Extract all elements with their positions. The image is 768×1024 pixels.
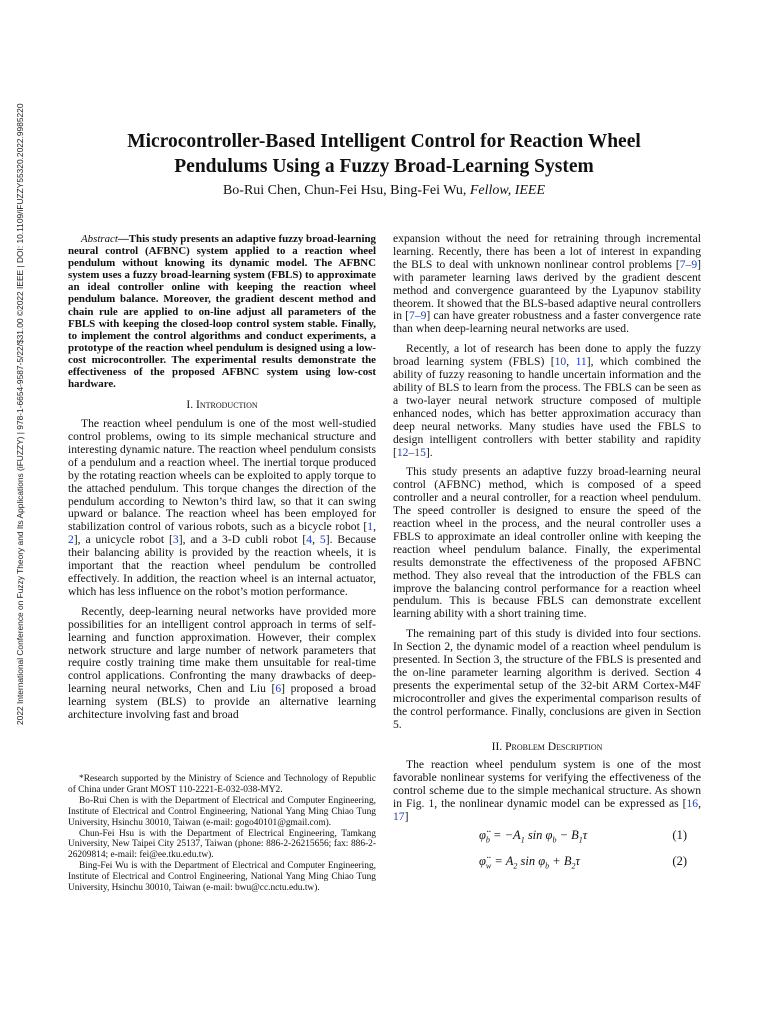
conference-sidebar: 2022 International Conference on Fuzzy Theory and Its Applications (iFUZZY) | 978-1-6654-9587-5/22/$31.00 ©2022 IEEE | DOI: 10.1109/iFUZZY55320.2022.9985220 bbox=[15, 103, 25, 725]
author-line bbox=[80, 183, 688, 199]
left-column bbox=[68, 233, 376, 722]
intro-paragraph-2-continued: expansion without the need for retraining through incremental learning. Recently, there has been a lot of interest in expanding the BLS to deal with unknown nonlinear control problems [7–9] with parameter learning laws derived by the gradient descent method and convergence guaranteed by the Lyapunov stability theorem. It showed that the BLS-based adaptive neural controllers in [7–9] can have greater robustness and a faster convergence rate than when deep-learning neural networks are used. bbox=[393, 232, 702, 336]
paper-title: Microcontroller-Based Intelligent Control for Reaction Wheel Pendulums Using a Fuzzy Broad-Learning System bbox=[127, 131, 641, 177]
citation-link[interactable]: 1 bbox=[367, 520, 374, 534]
section-title: Introduction bbox=[196, 398, 258, 412]
author-names: Bo-Rui Chen, Chun-Fei Hsu, Bing-Fei Wu, bbox=[222, 183, 467, 198]
author-fellow: Fellow, IEEE bbox=[469, 183, 546, 198]
citation-link[interactable]: 12–15 bbox=[396, 445, 426, 459]
intro-paragraph-5: The remaining part of this study is divided into four sections. In Section 2, the dynamic model of a reaction wheel pendulum is presented. In Section 3, the structure of the FBLS is presented and the on-line parameter learning algorithm is derived. Section 4 presents the experimental setup of the 32-bit ARM Cortex-M4F microcontroller and gives the experimental comparison results of the control performance. Finally, conclusions are given in Section 5. bbox=[393, 627, 701, 731]
citation-link[interactable]: 3 bbox=[172, 533, 179, 547]
equation-number: (1) bbox=[672, 827, 687, 842]
equation-number: (2) bbox=[672, 853, 687, 868]
citation-link[interactable]: 7–9 bbox=[679, 257, 698, 271]
right-column bbox=[393, 233, 701, 878]
intro-paragraph-2: Recently, deep-learning neural networks have provided more possibilities for an intelligent control approach in terms of self-learning and function approximation. However, their complex network structure and large number of network parameters that require costly training time make them unsuitable for real-time control applications. Confronting the many drawbacks of deep-learning neural networks, Chen and Liu [6] proposed a broad learning system (BLS) to provide an alternative learning architecture involving fast and broad bbox=[68, 604, 376, 722]
citation-link[interactable]: 11 bbox=[575, 355, 587, 369]
citation-link[interactable]: 2 bbox=[68, 533, 74, 547]
section-heading-problem-description bbox=[393, 741, 701, 754]
section-number: II. bbox=[491, 739, 503, 753]
citation-link[interactable]: 16 bbox=[686, 797, 699, 811]
footnote: Chun-Fei Hsu is with the Department of Electrical Engineering, Tamkang University, New Taipei City 25137, Taiwan (phone: 886-2-26215656; fax: 886-2-26209814; e-mail: fei@ee.tku.edu.tw). bbox=[68, 828, 376, 861]
citation-link[interactable]: 17 bbox=[393, 810, 405, 824]
equation-2-body: $\varphï_w = A_2$ $\sin \varphi_b + B_2\tau$ bbox=[479, 853, 580, 871]
abstract-label: Abstract bbox=[81, 233, 118, 245]
section-title: Problem Description bbox=[505, 739, 603, 753]
section-number: I. bbox=[186, 398, 194, 412]
problem-paragraph-1: The reaction wheel pendulum system is one of the most favorable nonlinear systems for verifying the effectiveness of the control scheme due to the simple mechanical structure. As shown in Fig. 1, the nonlinear dynamic model can be expressed as [16, 17] bbox=[393, 758, 701, 824]
intro-paragraph-1: The reaction wheel pendulum is one of the most well-studied control problems, owing to its simple mechanical structure and interesting dynamic nature. The reaction wheel pendulum consists of a pendulum and a reaction wheel. The inertial torque produced by the rotating reaction wheels can be exploited to apply torque to the attached pendulum. This torque changes the direction of the pendulum according to Newton’s third law, so that it can swing upward or balance. The reaction wheel has been employed for stabilization control of various robots, such as a bicycle robot [1, 2], a unicycle robot [3], and a 3-D cubli robot [4, 5]. Because their balancing ability is provided by the reaction wheels, it is important that the reaction wheel pendulum be controlled effectively. In addition, the reaction wheel is an internal actuator, which has less influence on the robot’s motion performance. bbox=[68, 417, 376, 598]
citation-link[interactable]: 5 bbox=[319, 533, 326, 547]
footnote: Bing-Fei Wu is with the Department of Electrical and Computer Engineering, Institute of Electrical and Control Engineering, National Yang Ming Chiao Tung University, Hsinchu 30010, Taiwan (e-mail: bwu@cc.nctu.edu.tw). bbox=[68, 861, 376, 894]
footnotes bbox=[68, 774, 376, 894]
intro-paragraph-4: This study presents an adaptive fuzzy broad-learning neural control (AFBNC) method, which is composed of a speed controller and a neural controller, for a reaction wheel pendulum. The speed controller is designed to ensure the speed of the reaction wheel in the process, and the neural controller uses a FBLS to approximate an ideal controller online with keeping the reaction wheel pendulum balance. Finally, the experimental results demonstrate the effectiveness of the proposed AFBNC method. They also reveal that the introduction of the FBLS can improve the balancing control performance for a reaction wheel pendulum. This is because FBLS can demonstrate excellent learning ability with a short training time. bbox=[393, 465, 701, 621]
equation-2 bbox=[393, 852, 701, 878]
footnote: Bo-Rui Chen is with the Department of Electrical and Computer Engineering, Institute of Electrical and Control Engineering, National Yang Ming Chiao Tung University, Hsinchu 30010, Taiwan (e-mail: gogo40101@gmail.com). bbox=[68, 795, 376, 828]
citation-link[interactable]: 10 bbox=[554, 355, 567, 369]
citation-link[interactable]: 4 bbox=[306, 533, 313, 547]
abstract-text: —This study presents an adaptive fuzzy broad-learning neural control (AFBNC) system applied to a reaction wheel pendulum without knowing its dynamic model. The AFBNC system uses a fuzzy broad-learning system (FBLS) to approximate an ideal controller online with keeping the reaction wheel pendulum balance. Moreover, the gradient descent method and chain rule are applied to on-line adjust all parameters of the FBLS with keeping the closed-loop control system stable. Finally, to implement the control algorithms and conduct experiments, a prototype of the reaction wheel pendulum is designed using a low-cost microcontroller. The experimental results demonstrate the effectiveness of the proposed AFBNC system using low-cost hardware. bbox=[68, 233, 376, 391]
section-heading-introduction bbox=[68, 399, 376, 412]
equation-1-body: $\varphï_b = -A_1$ $\sin \varphi_b - B_1\tau$ bbox=[479, 827, 588, 845]
abstract bbox=[68, 233, 376, 390]
citation-link[interactable]: 6 bbox=[275, 682, 282, 696]
intro-paragraph-3: Recently, a lot of research has been done to apply the fuzzy broad learning system (FBLS) [10, 11], which combined the ability of fuzzy reasoning to handle uncertain information and the ability of BLS to learn from the process. The FBLS can be seen as a two-layer neural network structure composed of multiple enhanced nodes, which has better approximation accuracy than deep neural networks. Many studies have used the FBLS to design intelligent controllers with better stability and rapidity [12–15]. bbox=[393, 342, 702, 459]
footnote: *Research supported by the Ministry of Science and Technology of Republic of China under Grant MOST 110-2221-E-032-038-MY2. bbox=[68, 774, 376, 795]
citation-link[interactable]: 7–9 bbox=[409, 309, 427, 323]
equation-1 bbox=[393, 826, 701, 852]
